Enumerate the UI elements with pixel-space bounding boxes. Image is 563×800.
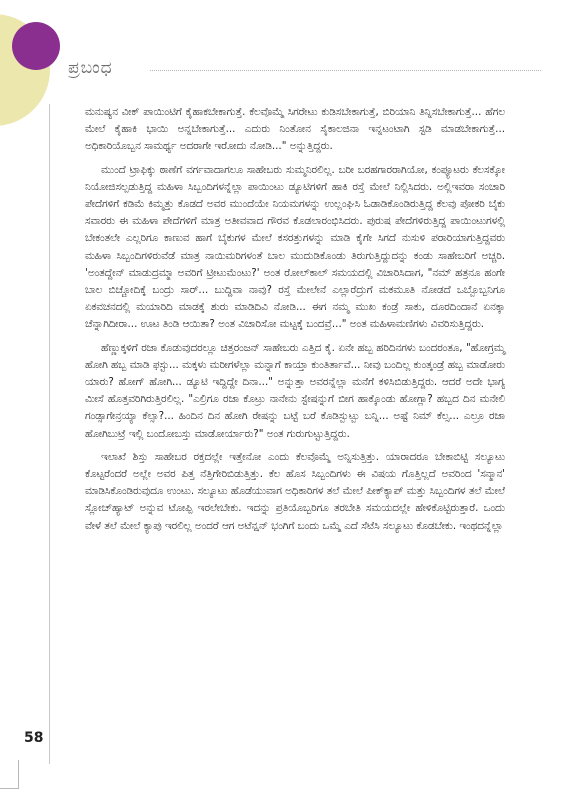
margin-rule [49,104,50,764]
decorative-purple-circle [12,22,60,70]
page-number: 58 [24,730,44,746]
paragraph-1: ಮನುಷ್ಯನ ವೀಕ್ ಪಾಯಿಂಟಿಗೆ ಕೈಹಾಕಬೇಕಾಗುತ್ತೆ. ಕೆಲವೊಮ್ಮೆ ಸಿಗರೇಟು ಕುಡಿಸಬೇಕಾಗುತ್ತೆ, ಬಿರಿಯಾನಿ ತಿನ್ನಿಸಬೇಕಾಗುತ್ತೆ... ಹೆಗಲ ಮೇಲೆ ಕೈಹಾಕಿ ಭಾಯಿ ಅನ್ನಬೇಕಾಗುತ್ತೆ... ಎದುರು ನಿಂತೋನ ಸೈಕಾಲಜಿನಾ ಇನ್ನಟಂಟಾಗಿ ಸ್ಟಡಿ ಮಾಡಬೇಕಾಗುತ್ತೆ... ಅಧಿಕಾರಿಯೊಬ್ಬನ ಸಾಮರ್ಥ್ಯ ಅದರಾಗೇ ಇರೋದು ನೋಡಿ..." ಅನ್ನುತ್ತಿದ್ದರು. [85,106,505,153]
paragraph-4: ಇಲಾಖೆ ಶಿಸ್ತು ಸಾಹೇಬರ ರಕ್ತದಲ್ಲೇ ಇತ್ತೇನೋ ಎಂದು ಕೆಲವೊಮ್ಮೆ ಅನ್ನಿಸುತ್ತಿತ್ತು. ಯಾರಾದರೂ ಬೇಕಾಬಿಟ್ಟಿ ಸಲ್ಯೂಟು ಕೊಟ್ಟರೆಂದರೆ ಅಲ್ಲೇ ಅವರ ಪಿತ್ತ ನೆತ್ತಿಗೇರಿಬಿಡುತ್ತಿತ್ತು. ಕೆಲ ಹೊಸ ಸಿಬ್ಬಂದಿಗಳು ಈ ವಿಷಯ ಗೊತ್ತಿಲ್ಲದೆ ಅವರಿಂದ 'ಸನ್ಮಾನ' ಮಾಡಿಸಿಕೊಂಡಿರುವುದೂ ಉಂಟು. ಸಲ್ಯೂಟು ಹೊಡೆಯುವಾಗ ಅಧಿಕಾರಿಗಳ ತಲೆ ಮೇಲೆ ಪೀಕ್‌ಕ್ಯಾಪ್ ಮತ್ತು ಸಿಬ್ಬಂದಿಗಳ ತಲೆ ಮೇಲೆ ಸ್ಲೋಚ್‌ಹ್ಯಾಟ್ ಅನ್ನುವ ಟೋಪ್ಪಿ ಇರಲೇಬೇಕು. ಇದನ್ನು ಪ್ರತಿಯೊಬ್ಬರಿಗೂ ತರಬೇತಿ ಸಮಯದಲ್ಲೇ ಹೇಳಿಕೊಟ್ಟಿರುತ್ತಾರೆ. ಒಂದು ವೇಳೆ ತಲೆ ಮೇಲೆ ಕ್ಯಾಪು ಇರಲಿಲ್ಲ ಅಂದರೆ ಆಗ ಅಟೆನ್ಷನ್ ಭಂಗಿಗೆ ಬಂದು ಒಮ್ಮೆ ಎದೆ ಸೆಟೆಸಿ ಸಲ್ಯೂಟು ಕೊಡಬೇಕು. ಇಂಥದನ್ನೆಲ್ಲಾ [85,450,505,532]
header-dotted-rule [150,70,541,71]
article-body [85,104,505,541]
paragraph-3: ಹೆಣ್ಣುಕ್ಕಳಿಗೆ ರಜಾ ಕೊಡುವುದರಲ್ಲೂ ಚಿತ್ತರಂಜನ್ ಸಾಹೇಬರು ಎತ್ತಿದ ಕೈ. ಏನೇ ಹಬ್ಬ ಹರಿದಿನಗಳು ಬಂದರಂತೂ, "ಹೋಗ್ರಮ್ಮ ಹೋಗಿ ಹಬ್ಬ ಮಾಡಿ ಫಸ್ಟು... ಮಕ್ಕಳು ಮರೀಗಳೆಲ್ಲಾ ಮನ್ನಾಗೆ ಕಾಯ್ತಾ ಕುಂತಿರ್ತಾವೆ... ನೀವು ಬಂದಿಲ್ಲ ಕುಂತ್ಕಂಡ್ರೆ ಹಬ್ಬ ಮಾಡೋರು ಯಾರು? ಹೋಗ್ ಹೋಗಿ... ಡ್ಯೂಟಿ ಇದ್ದಿದ್ದೇ ದಿನಾ..." ಅನ್ನುತ್ತಾ ಅವರನ್ನೆಲ್ಲಾ ಮನೆಗೆ ಕಳಿಸಿಬಿಡುತ್ತಿದ್ದರು. ಆದರೆ ಅದೇ ಭಾಗ್ಯ ಮೀಸೆ ಹೊತ್ತವರಿಗಿರುತ್ತಿರಲಿಲ್ಲ. "ಎಲ್ರಿಗೂ ರಜಾ ಕೊಟ್ರು ನಾನೇನು ಸ್ಟೇಷನ್ನುಗೆ ಬೀಗ ಹಾಕ್ಕೊಂಡು ಹೋಗ್ಲಾ? ಹಬ್ಬದ ದಿನ ಮನೇಲಿ ಗಂಡ್ಸಾಗೇನ್ರಯ್ಯಾ ಕೆಲ್ಸಾ?... ಹಿಂದಿನ ದಿನ ಹೋಗಿ ರೇಷನ್ನು ಬಟ್ಟೆ ಬರೆ ಕೊಡಿಸ್ಬುಟ್ಬು ಬನ್ನಿ... ಅಷ್ಟೆ ನಿಮ್ ಕೆಲ್ಸ... ಎಲ್ರೂ ರಜಾ ಹೋಗಿಬುಟ್ರೆ ಇಲ್ಲಿ ಬಂದೋಬಸ್ತು ಮಾಡೋರ್ಯಾರು?" ಅಂತ ಗುರುಗುಟ್ಟುತ್ತಿದ್ದರು. [85,341,505,440]
section-title: ಪ್ರಬಂಧ [68,58,113,78]
crop-mark [0,760,19,789]
paragraph-2: ಮುಂದೆ ಟ್ರಾಫಿಕ್ಕು ಠಾಣೆಗೆ ವರ್ಗವಾದಾಗಲೂ ಸಾಹೇಬರು ಸುಮ್ಮನಿರಲಿಲ್ಲ. ಬರೀ ಬರಹಗಾರರಾಗಿಯೋ, ಕಂಪ್ಯೂಟರು ಕೆಲಸಕ್ಕೋ ನಿಯೋಜಿಸಲ್ಪಡುತ್ತಿದ್ದ ಮಹಿಳಾ ಸಿಬ್ಬಂದಿಗಳನ್ನೆಲ್ಲಾ ಪಾಯಿಂಟು ಡ್ಯೂಟಿಗಳಿಗೆ ಹಾಕಿ ರಸ್ತೆ ಮೇಲೆ ನಿಲ್ಲಿಸಿದರು. ಅಲ್ಲಿಇವರಾ ಸಂಚಾರಿ ಪೇದೆಗಳಿಗೆ ಕಡಿಮೆ ಕಿಮ್ಮತ್ತು ಕೊಡದೆ ಅವರ ಮುಂದೆಯೇ ನಿಯಮಗಳನ್ನು ಉಲ್ಲಂಘಿಸಿ ಓಡಾಡಿಕೊಂಡಿರುತ್ತಿದ್ದ ಕೆಲವು ಪೋಕರಿ ಬೈಕು ಸವಾರರು ಈ ಮಹಿಳಾ ಪೇದೆಗಳಿಗೆ ಮಾತ್ರ ಅತೀವವಾದ ಗೌರವ ಕೊಡಲಾರಂಭಿಸಿದರು. ಪುರುಷ ಪೇದೆಗಳಿರುತ್ತಿದ್ದ ಪಾಯಿಂಟುಗಳಲ್ಲಿ ಬೇಕಂತಲೇ ಎಲ್ಲರಿಗೂ ಕಾಣುವ ಹಾಗೆ ಬೈಕುಗಳ ಮೇಲೆ ಕಸರತ್ತುಗಳನ್ನು ಮಾಡಿ ಕೈಗೇ ಸಿಗದೆ ನುಸುಳಿ ಪರಾರಿಯಾಗುತ್ತಿದ್ದವರು ಮಹಿಳಾ ಸಿಬ್ಬಂದಿಗಳಿರುವೆಡೆ ಮಾತ್ರ ನಾಯಿಮರಿಗಳಂತೆ ಬಾಲ ಮುದುಡಿಕೊಂಡು ತಿರುಗುತ್ತಿದ್ದುದನ್ನು ಕಂಡು ಸಾಹೇಬರಿಗೆ ಅಚ್ಚರಿ. 'ಅಂತದ್ದೇನ್ ಮಾಡುದ್ರಮ್ಮಾ ಅವರಿಗೆ ಟ್ರೀಟುಮೆಂಟು?' ಅಂತ ರೋಲ್‌ಕಾಲ್ ಸಮಯದಲ್ಲಿ ವಿಚಾರಿಸಿದಾಗ, "ನಮ್ ಹತ್ರನೂ ಹಂಗೇ ಬಾಲ ಬಿಚ್ಚೋದಿಕ್ಕೆ ಬಂದ್ರು ಸಾರ್... ಬುದ್ದಿವಾ ನಾವು? ರಸ್ತೆ ಮೇಲೇನೆ ಎಲ್ಲಾರೆದ್ರುಗೆ ಮಕಮೂತಿ ನೋಡದೆ ಒಬ್ಬೊಬ್ಬನಿಗೂ ಏಕವಚನದಲ್ಲಿ ಮಯಾರಿದಿ ಮಾಡಕ್ಕೆ ಶುರು ಮಾಡಿದಿವಿ ನೋಡಿ... ಈಗ ನಮ್ಮ ಮುಖ ಕಂಡ್ರೆ ಸಾಕು, ದೂರದಿಂದಾನೆ ಏನಕ್ಕಾ ಚೆನ್ನಾಗಿದೀರಾ... ಊಟ ತಿಂಡಿ ಆಯಿತಾ? ಅಂತ ವಿಚಾರಿಸೋ ಮಟ್ಟಕ್ಕೆ ಬಂದವ್ರೆ..." ಅಂತ ಮಹಿಳಾಮಣಿಗಳು ವಿವರಿಸುತ್ತಿದ್ದರು. [85,163,505,331]
